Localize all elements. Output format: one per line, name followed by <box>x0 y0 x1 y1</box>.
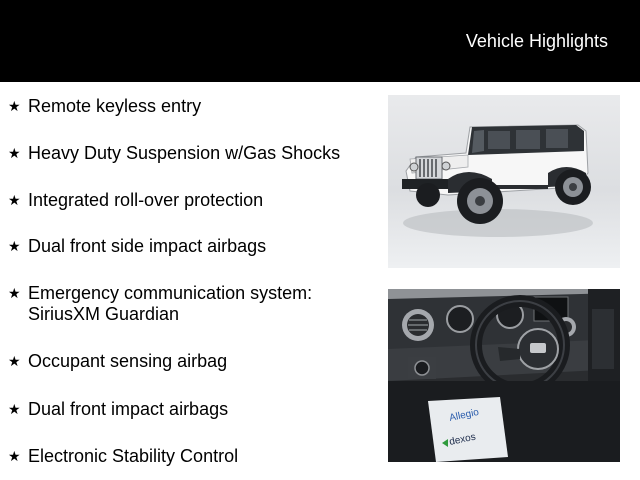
feature-label: Dual front side impact airbags <box>28 236 267 256</box>
floor-mat-label: dexos <box>448 431 477 448</box>
page-title: Vehicle Highlights <box>465 31 608 51</box>
feature-label: Dual front impact airbags <box>28 399 229 419</box>
star-bullet-icon: ★ <box>8 448 21 464</box>
jeep-interior-image <box>388 289 620 462</box>
feature-label: Electronic Stability Control <box>28 446 239 466</box>
feature-label: Integrated roll-over protection <box>28 190 264 210</box>
jeep-exterior-image <box>388 95 620 268</box>
feature-label: Occupant sensing airbag <box>28 351 228 371</box>
feature-label: Remote keyless entry <box>28 96 202 116</box>
exterior-photo <box>388 95 620 268</box>
star-bullet-icon: ★ <box>8 145 21 161</box>
feature-label: Emergency communication system: SiriusXM Guardian <box>28 283 313 324</box>
star-bullet-icon: ★ <box>8 285 21 301</box>
svg-text:Allegio: Allegio <box>448 406 480 424</box>
star-bullet-icon: ★ <box>8 192 21 208</box>
star-bullet-icon: ★ <box>8 98 21 114</box>
star-bullet-icon: ★ <box>8 238 21 254</box>
star-bullet-icon: ★ <box>8 353 21 369</box>
feature-label: Heavy Duty Suspension w/Gas Shocks <box>28 143 341 163</box>
interior-photo <box>388 289 620 462</box>
star-bullet-icon: ★ <box>8 401 21 417</box>
